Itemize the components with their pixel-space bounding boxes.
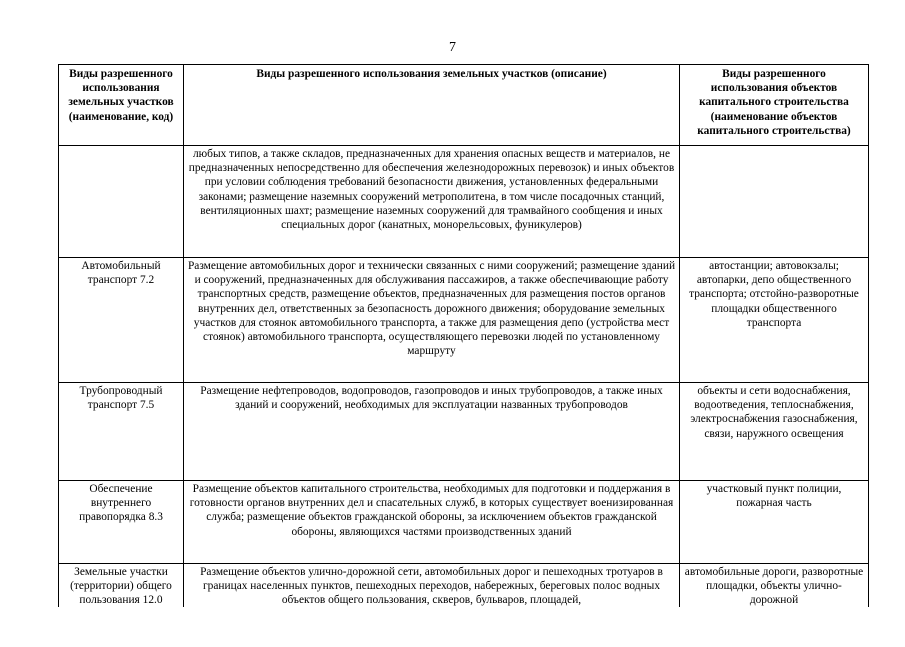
land-use-name-cell: Трубопроводный транспорт 7.5 [59,383,184,481]
land-use-description-cell: Размещение объектов улично-дорожной сети, автомобильных дорог и пешеходных тротуаров в границах населенных пунктов, пешеходных переходов, набережных, береговых полос водных объектов общего пользования, скверов, бульваров, площадей, [184,564,680,611]
land-use-table [58,64,869,611]
land-use-name-cell: Земельные участки (территории) общего пользования 12.0 [59,564,184,611]
land-use-description-cell: любых типов, а также складов, предназначенных для хранения опасных веществ и материалов, не предназначенных непосредственно для обеспечения железнодорожных перевозок) и иных объектов при условии соблюдения требований безопасности движения, установленных федеральными законами; размещение наземных сооружений метрополитена, в том числе посадочных станций, вентиляционных шахт; размещение наземных сооружений для трамвайного сообщения и иных специальных дорог (канатных, монорельсовых, фуникулеров) [184,146,680,258]
header-land-use-description: Виды разрешенного использования земельных участков (описание) [184,65,680,146]
land-use-name-cell: Обеспечение внутреннего правопорядка 8.3 [59,481,184,564]
land-use-description-cell: Размещение автомобильных дорог и технически связанных с ними сооружений; размещение зданий и сооружений, предназначенных для обслуживания пассажиров, а также обеспечивающие работу транспортных средств, размещение объектов, предназначенных для размещения постов органов внутренних дел, ответственных за безопасность дорожного движения; оборудование земельных участков для стоянок автомобильного транспорта, а также для размещения депо (устройства мест стоянок) автомобильного транспорта, осуществляющего перевозки людей по установленному маршруту [184,258,680,383]
land-use-description-cell: Размещение объектов капитального строительства, необходимых для подготовки и поддержания в готовности органов внутренних дел и спасательных служб, в которых существует военизированная служба; размещение объектов гражданской обороны, за исключением объектов гражданской обороны, являющихся частями производственных зданий [184,481,680,564]
construction-objects-cell: автостанции; автовокзалы; автопарки, депо общественного транспорта; отстойно-разворотные площадки общественного транспорта [680,258,869,383]
land-use-name-cell: Автомобильный транспорт 7.2 [59,258,184,383]
page-bottom-edge [0,607,905,647]
construction-objects-cell: объекты и сети водоснабжения, водоотведения, теплоснабжения, электроснабжения газоснабжения, связи, наружного освещения [680,383,869,481]
construction-objects-cell: автомобильные дороги, разворотные площадки, объекты улично-дорожной [680,564,869,611]
table-row [59,383,869,481]
table-header-row [59,65,869,146]
table-row [59,146,869,258]
construction-objects-cell: участковый пункт полиции, пожарная часть [680,481,869,564]
land-use-name-cell [59,146,184,258]
header-capital-construction-objects: Виды разрешенного использования объектов капитального строительства (наименование объектов капитального строительства) [680,65,869,146]
land-use-description-cell: Размещение нефтепроводов, водопроводов, газопроводов и иных трубопроводов, а также иных зданий и сооружений, необходимых для эксплуатации названных трубопроводов [184,383,680,481]
page-number: 7 [449,40,456,55]
table-row [59,481,869,564]
table-row [59,258,869,383]
table-row [59,564,869,611]
construction-objects-cell [680,146,869,258]
header-land-use-name: Виды разрешенного использования земельных участков (наименование, код) [59,65,184,146]
